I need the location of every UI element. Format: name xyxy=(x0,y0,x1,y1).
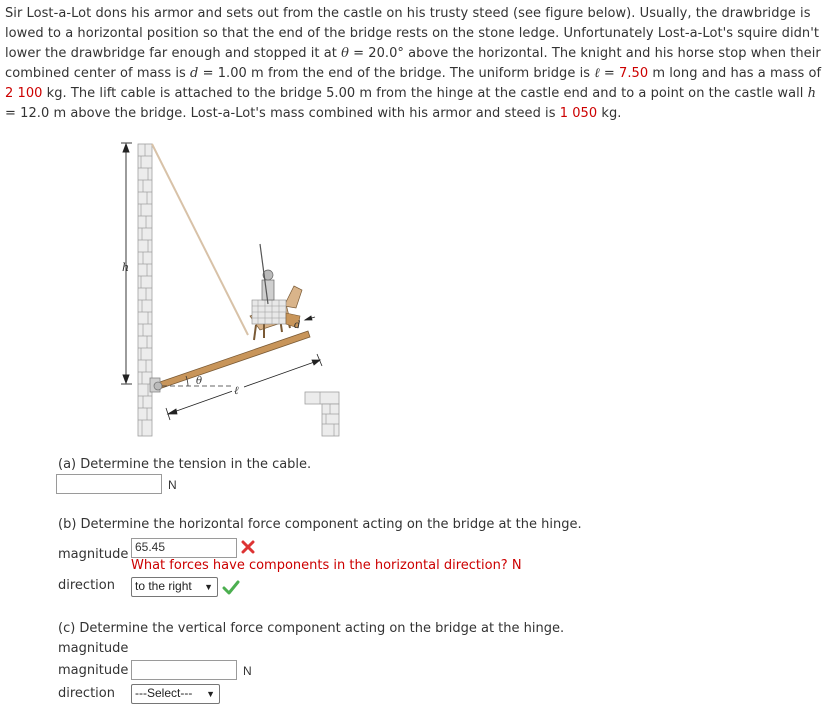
l-symbol: ℓ xyxy=(594,66,600,81)
bridge-mass-value: 2 100 xyxy=(5,86,43,101)
h-label: h xyxy=(122,261,130,274)
chevron-down-icon: ▼ xyxy=(206,689,215,699)
part-c-unit: N xyxy=(243,664,252,678)
theta-symbol: θ xyxy=(341,46,349,61)
correct-check-icon xyxy=(222,579,240,599)
knight-mass-value: 1 050 xyxy=(559,106,598,121)
problem-text: = xyxy=(599,66,620,81)
theta-label: θ xyxy=(196,376,203,387)
part-c-direction-value: ---Select--- xyxy=(135,686,193,700)
chevron-down-icon: ▼ xyxy=(204,582,213,592)
part-b-magnitude-label: magnitude xyxy=(58,547,129,562)
part-b-direction-select[interactable] xyxy=(131,577,218,597)
part-c-direction-label: direction xyxy=(58,686,115,701)
part-a-question: (a) Determine the tension in the cable. xyxy=(58,457,312,472)
problem-text: m long and has a mass of xyxy=(648,66,822,81)
problem-statement xyxy=(5,4,829,124)
problem-text: Sir Lost-a-Lot dons his armor and sets out from the castle on his trusty steed (see figure below). Usually, the drawbridge is lowed to a horizontal position so that the end of the bridge rests on the stone ledge. Unfortunately Lost-a-Lot's squire didn't lower the drawbridge far enough and stopped it at xyxy=(5,6,819,61)
part-b-magnitude-field[interactable]: 65.45 xyxy=(131,538,237,558)
problem-text: kg. The lift cable is attached to the bridge 5.00 m from the hinge at the castle end and to a point on the castle wall xyxy=(42,86,808,101)
part-b-question: (b) Determine the horizontal force component acting on the bridge at the hinge. xyxy=(58,517,582,532)
incorrect-x-icon xyxy=(240,539,256,559)
drawbridge-diagram xyxy=(110,138,345,438)
d-symbol: d xyxy=(190,66,199,81)
part-a-unit: N xyxy=(168,478,177,492)
part-c-magnitude-label: magnitude xyxy=(58,663,129,678)
part-b-direction-label: direction xyxy=(58,578,115,593)
hinge-pin xyxy=(154,382,162,390)
l-label: ℓ xyxy=(234,384,239,397)
part-a-answer-field[interactable] xyxy=(56,474,162,494)
problem-text: = 1.00 m from the end of the bridge. The uniform bridge is xyxy=(198,66,595,81)
part-b-direction-value: to the right xyxy=(135,579,192,593)
h-symbol: h xyxy=(807,86,817,101)
bridge-length-value: 7.50 xyxy=(619,66,649,81)
problem-text: kg. xyxy=(597,106,622,121)
d-label: d xyxy=(294,320,301,331)
part-c-question: (c) Determine the vertical force component acting on the bridge at the hinge. xyxy=(58,621,565,636)
part-c-direction-select[interactable] xyxy=(131,684,220,704)
stone-ledge xyxy=(305,392,339,436)
problem-text: = 12.0 m above the bridge. Lost-a-Lot's mass combined with his armor and steed is xyxy=(5,106,560,121)
drawbridge-figure xyxy=(110,138,345,438)
problem-text: = 20.0° above the horizontal. The knight and his horse stop when their combined center of mass is xyxy=(5,46,821,81)
part-c-magnitude-field[interactable] xyxy=(131,660,237,680)
part-c-magnitude-heading: magnitude xyxy=(58,641,129,656)
drawbridge-plank xyxy=(154,331,310,390)
part-b-hint: What forces have components in the horizontal direction? N xyxy=(131,558,522,573)
d-dimension-arrow xyxy=(305,316,315,320)
lift-cable xyxy=(152,144,248,335)
